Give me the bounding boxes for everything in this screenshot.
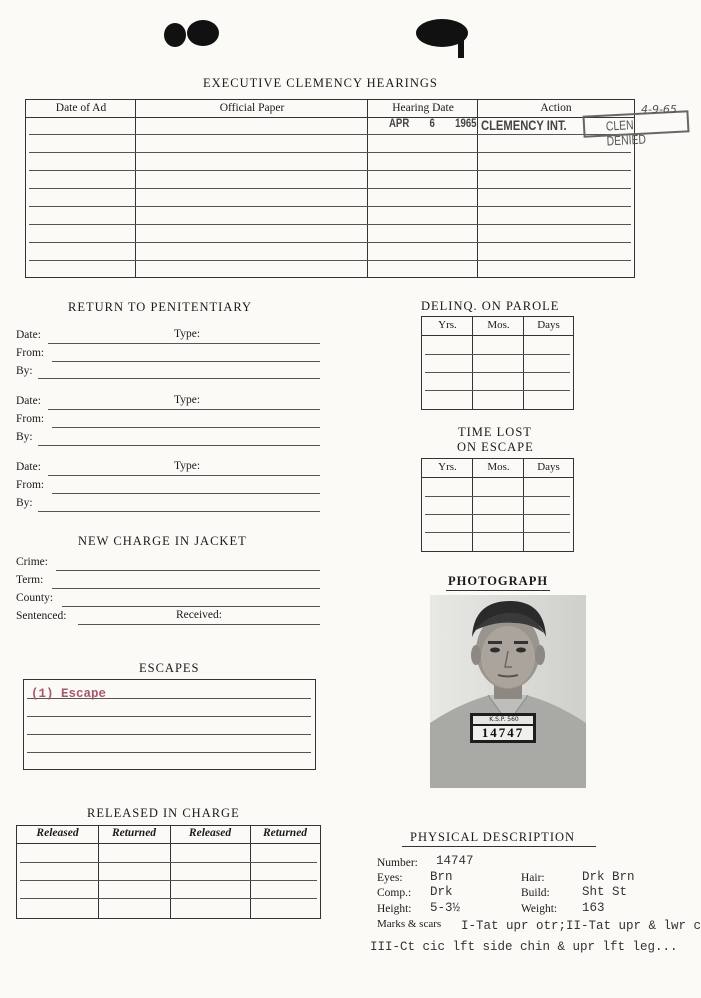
received-label: Received:: [176, 609, 222, 621]
col-released-1: Released: [36, 827, 79, 839]
marks-line-1: I-Tat upr otr;II-Tat upr & lwr c: [461, 919, 701, 933]
denied-stamp: CLEN DENIED: [605, 117, 647, 149]
clemency-title: EXECUTIVE CLEMENCY HEARINGS: [203, 76, 438, 90]
punch-hole-left: [162, 18, 222, 48]
return-date-1: Date:: [16, 329, 41, 341]
released-table: [16, 825, 321, 919]
time-lost-col-yrs: Yrs.: [438, 461, 457, 473]
marks-label: Marks & scars: [377, 918, 442, 930]
height-value: 5-3½: [430, 901, 461, 915]
delinq-table: [421, 316, 574, 410]
marks-line-2: III-Ct cic lft side chin & upr lft leg...: [370, 940, 678, 954]
hearing-date-stamp: APR 6 1965: [389, 116, 477, 130]
punch-hole-right: [414, 16, 470, 60]
col-returned-2: Returned: [262, 827, 308, 839]
col-returned-1: Returned: [111, 827, 157, 839]
time-lost-title-1: TIME LOST: [458, 425, 532, 439]
number-label: Number:: [377, 857, 418, 869]
delinq-col-yrs: Yrs.: [438, 319, 457, 331]
col-action: Action: [540, 102, 572, 114]
delinq-title: DELINQ. ON PAROLE: [421, 299, 560, 313]
return-from-1: From:: [16, 347, 45, 359]
return-title: RETURN TO PENITENTIARY: [68, 300, 253, 314]
hair-value: Drk Brn: [582, 870, 635, 884]
physical-title: PHYSICAL DESCRIPTION: [410, 830, 576, 844]
comp-label: Comp.:: [377, 887, 412, 899]
delinq-col-days: Days: [537, 319, 560, 331]
return-type-1: Type:: [174, 328, 201, 340]
photo-title: PHOTOGRAPH: [448, 574, 549, 588]
eyes-label: Eyes:: [377, 872, 403, 884]
return-by-2: By:: [16, 431, 33, 443]
col-released-2: Released: [188, 827, 232, 839]
mugshot-photo: [430, 595, 586, 788]
crime-label: Crime:: [16, 556, 48, 568]
placard-top-text: K.S.P. 560: [489, 716, 519, 723]
escape-entry: (1) Escape: [31, 687, 107, 701]
action-stamp: CLEMENCY INT.: [481, 117, 567, 133]
time-lost-table: [421, 458, 574, 552]
return-date-3: Date:: [16, 461, 41, 473]
return-from-2: From:: [16, 413, 45, 425]
placard-number: 14747: [481, 725, 525, 740]
handwritten-date: 4-9-65: [641, 103, 677, 116]
comp-value: Drk: [430, 885, 453, 899]
return-from-3: From:: [16, 479, 45, 491]
weight-label: Weight:: [521, 903, 558, 915]
build-value: Sht St: [582, 885, 628, 899]
col-hearing-date: Hearing Date: [392, 102, 454, 114]
build-label: Build:: [521, 887, 550, 899]
time-lost-title-2: ON ESCAPE: [457, 440, 534, 454]
height-label: Height:: [377, 903, 412, 915]
term-label: Term:: [16, 574, 44, 586]
eyes-value: Brn: [430, 870, 453, 884]
hair-label: Hair:: [521, 872, 545, 884]
weight-value: 163: [582, 901, 605, 915]
sentenced-label: Sentenced:: [16, 610, 67, 622]
return-type-2: Type:: [174, 394, 201, 406]
delinq-col-mos: Mos.: [487, 319, 510, 331]
time-lost-col-days: Days: [537, 461, 560, 473]
time-lost-col-mos: Mos.: [487, 461, 510, 473]
new-charge-title: NEW CHARGE IN JACKET: [78, 534, 247, 548]
escapes-title: ESCAPES: [139, 661, 200, 675]
col-official-paper: Official Paper: [219, 102, 285, 114]
return-by-1: By:: [16, 365, 33, 377]
released-title: RELEASED IN CHARGE: [87, 806, 240, 820]
return-by-3: By:: [16, 497, 33, 509]
return-date-2: Date:: [16, 395, 41, 407]
return-type-3: Type:: [174, 460, 201, 472]
col-date-of-ad: Date of Ad: [55, 102, 107, 114]
county-label: County:: [16, 592, 54, 604]
number-value: 14747: [436, 854, 474, 868]
